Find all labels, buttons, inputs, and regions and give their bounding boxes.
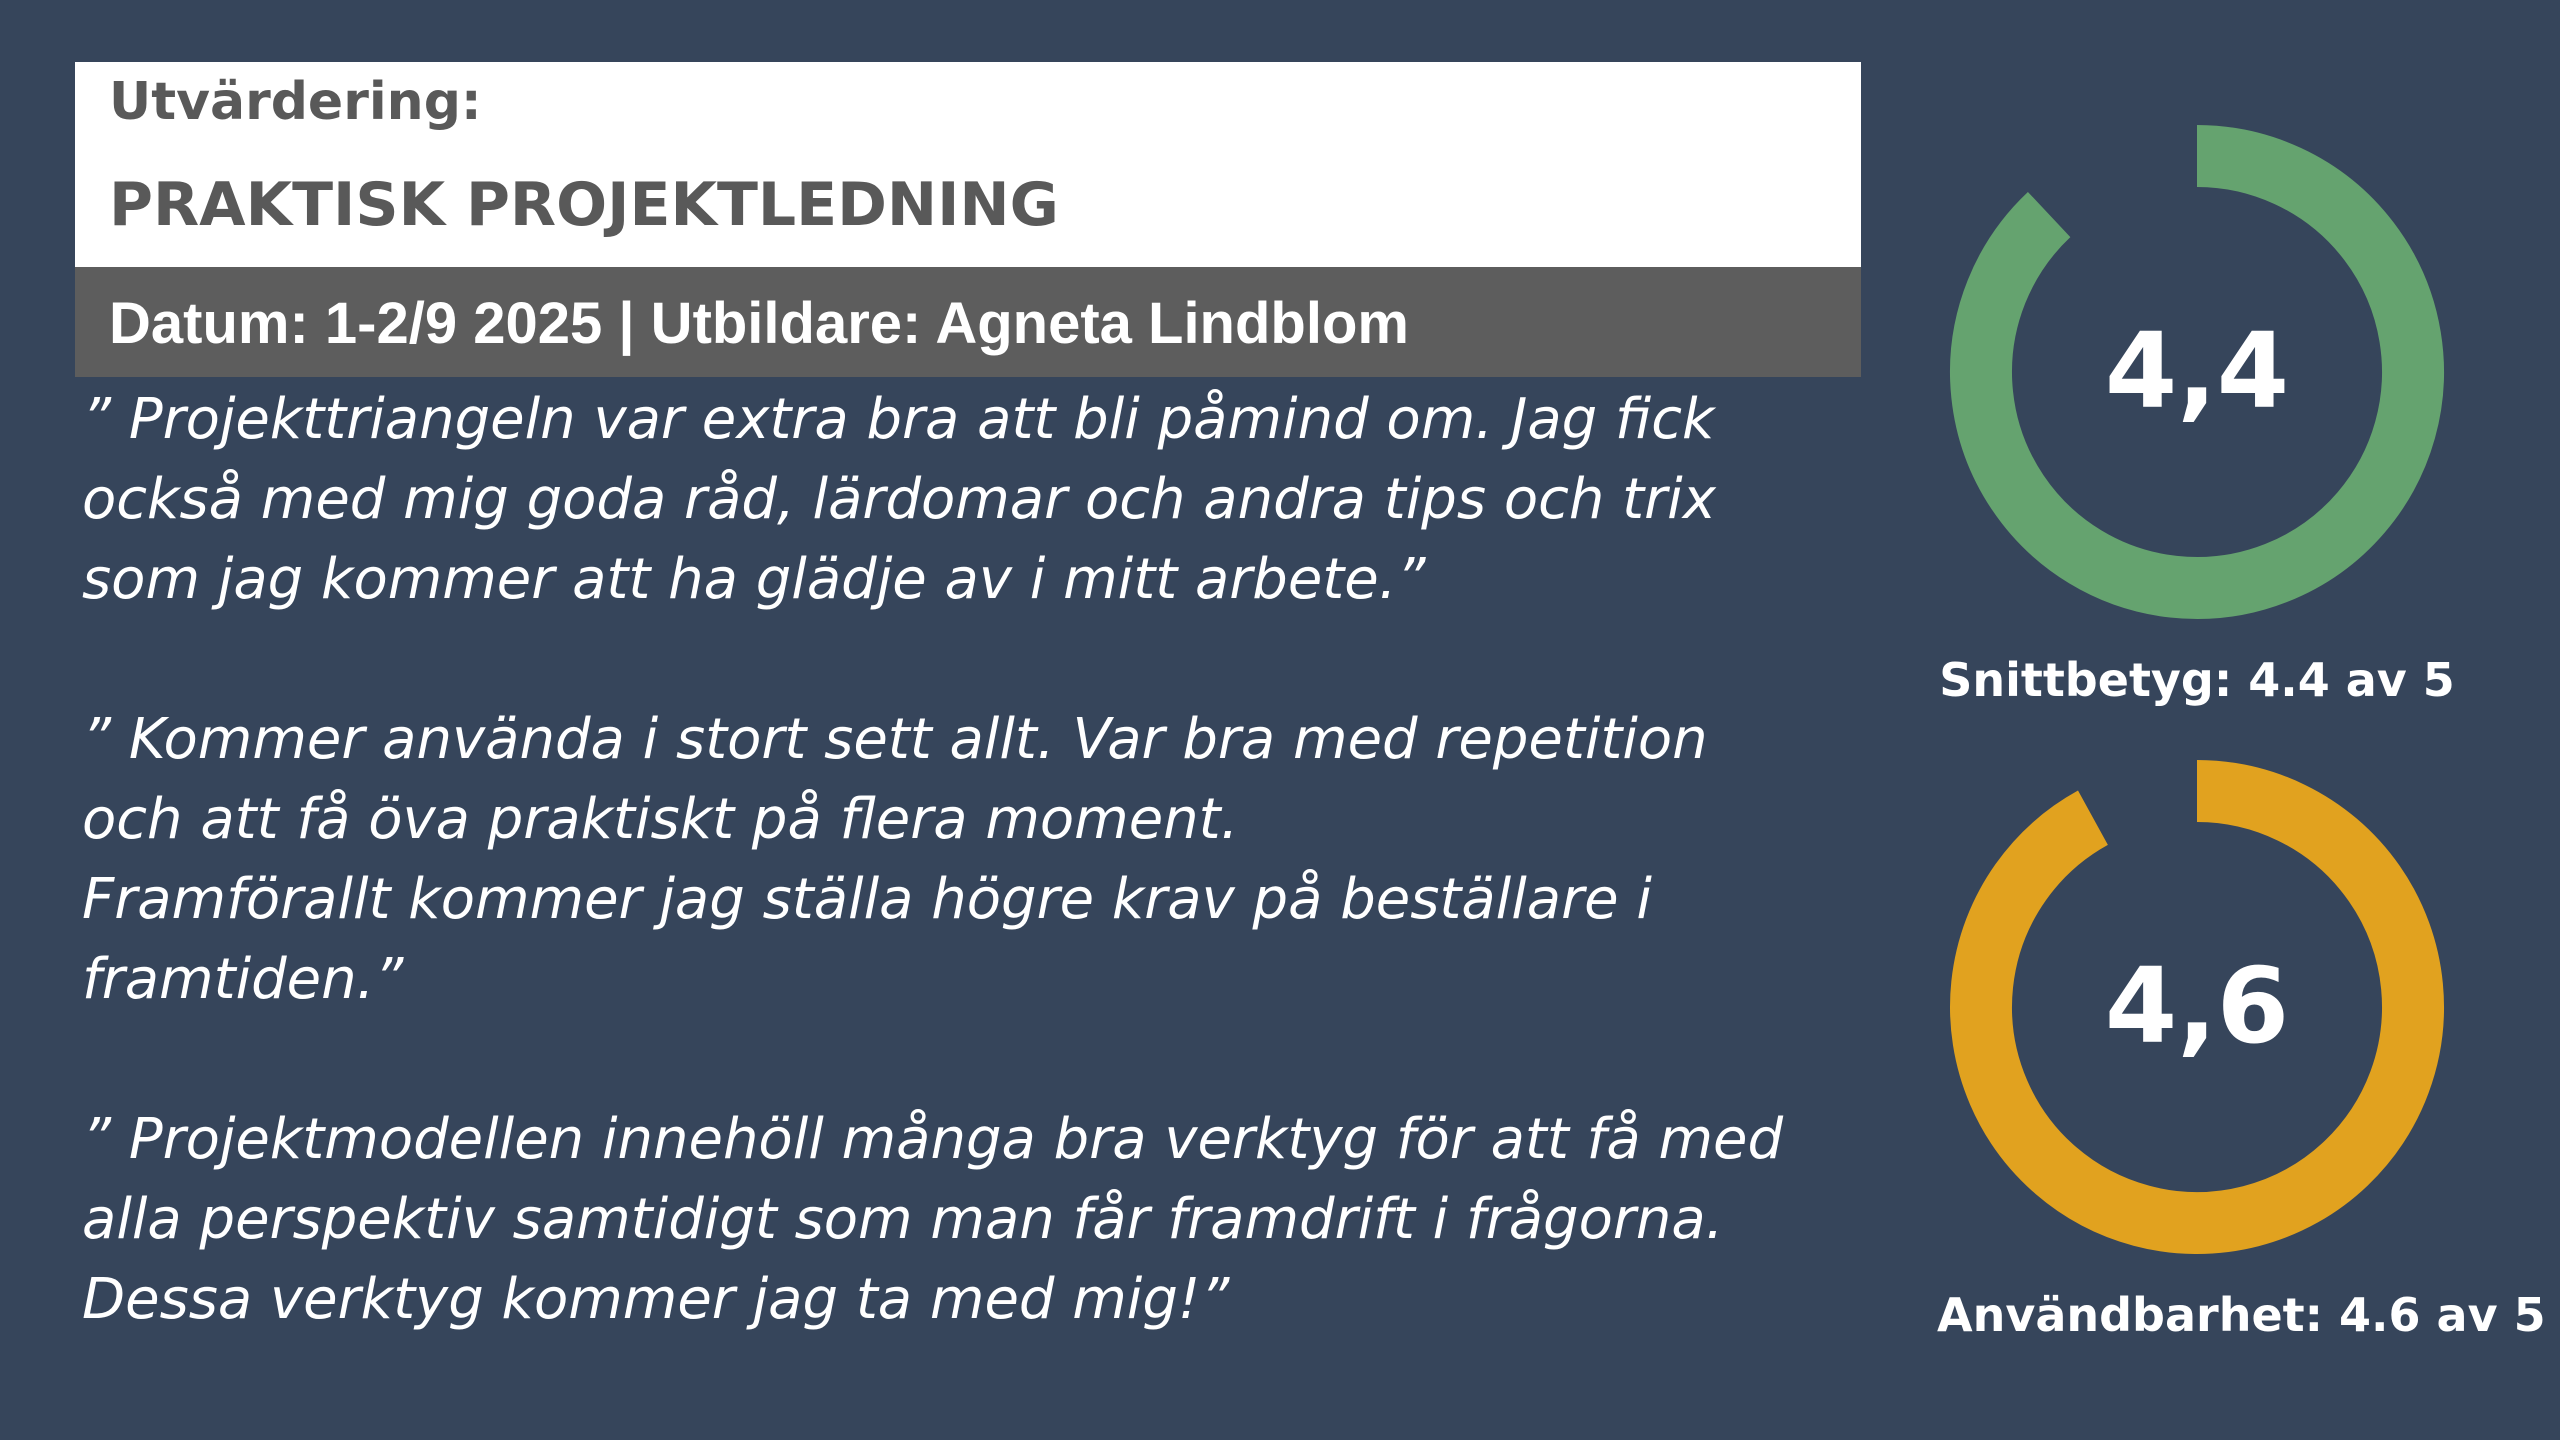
page-title: PRAKTISK PROJEKTLEDNING [109, 170, 1059, 240]
header-label: Utvärdering: [109, 72, 482, 132]
usability-gauge-value: 4,6 [2104, 945, 2290, 1067]
quote-1: ” Projekttriangeln var extra bra att bli påmind om. Jag fick också med mig goda råd, lärdomar och andra tips och trix som jag kommer att ha glädje av i mitt arbete.” [82, 387, 1716, 612]
quote-3: ” Projektmodellen innehöll många bra verktyg för att få med alla perspektiv samtidigt som man får framdrift i frågorna. Dessa verktyg kommer jag ta med mig!” [82, 1107, 1784, 1332]
date-trainer-text: Datum: 1-2/9 2025 | Utbildare: Agneta Lindblom [109, 291, 1409, 356]
date-bar [75, 267, 1861, 377]
rating-gauge-value: 4,4 [2104, 310, 2290, 432]
usability-gauge [1937, 747, 2457, 1267]
quote-2: ” Kommer använda i stort sett allt. Var bra med repetition och att få öva praktiskt på flera moment. Framförallt kommer jag ställa högre krav på beställare i framtiden.” [82, 707, 1708, 1012]
header-box [75, 62, 1861, 267]
quotes-section [82, 380, 1842, 1420]
rating-gauge [1937, 112, 2457, 632]
usability-gauge-label: Användbarhet: 4.6 av 5 [1937, 1288, 2546, 1342]
rating-gauge-label: Snittbetyg: 4.4 av 5 [1939, 653, 2455, 707]
